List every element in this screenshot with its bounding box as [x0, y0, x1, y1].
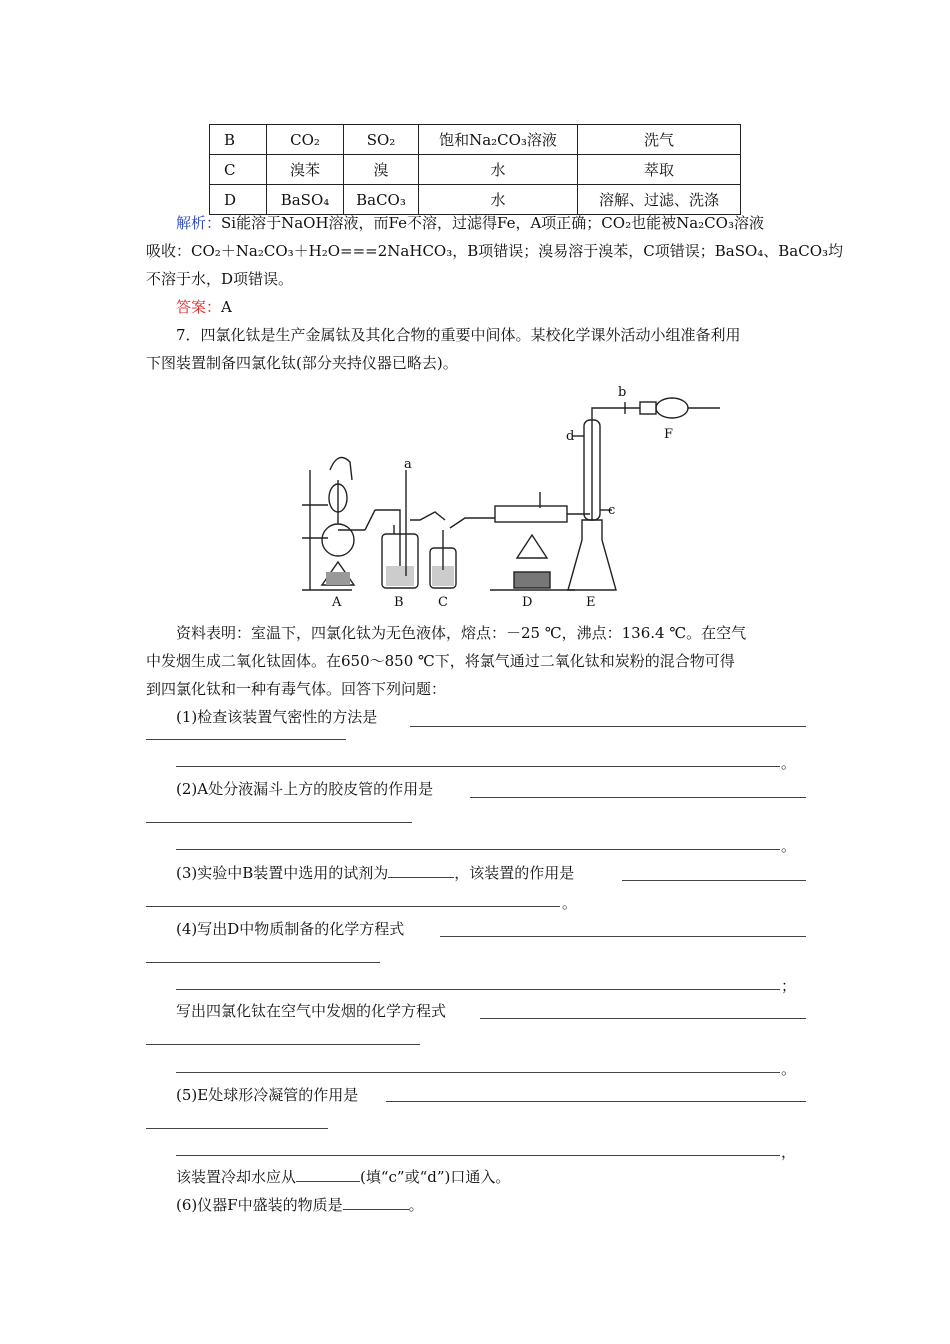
table-cell: BaSO₄	[267, 185, 344, 215]
answer-value: A	[221, 298, 232, 316]
answer-blank[interactable]	[146, 1128, 328, 1129]
period: 。	[781, 1060, 797, 1078]
analysis-line: 不溶于水，D项错误。	[146, 270, 294, 288]
question-intro: 7．四氯化钛是生产金属钛及其化合物的重要中间体。某校化学课外活动小组准备利用	[176, 326, 741, 344]
answer-blank[interactable]	[176, 1155, 780, 1156]
answer-blank[interactable]	[470, 797, 806, 798]
answer-blank[interactable]	[176, 766, 780, 767]
q3-line	[176, 862, 574, 884]
analysis-line	[176, 212, 764, 234]
table-cell: SO₂	[344, 125, 419, 155]
info-line: 资料表明：室温下，四氯化钛为无色液体，熔点：－25 ℃，沸点：136.4 ℃。在空气	[176, 624, 747, 642]
table-cell: CO₂	[267, 125, 344, 155]
question-intro: 下图装置制备四氯化钛(部分夹持仪器已略去)。	[146, 354, 458, 372]
label-b: b	[618, 385, 627, 400]
label-d: d	[566, 429, 575, 444]
answer-blank[interactable]	[146, 1044, 420, 1045]
table-cell: 萃取	[578, 155, 741, 185]
answer-blank[interactable]	[410, 726, 806, 727]
table-cell: 洗气	[578, 125, 741, 155]
q6-text: (6)仪器F中盛装的物质是	[176, 1196, 343, 1214]
table-row	[210, 155, 741, 185]
analysis-label: 解析：	[176, 214, 222, 232]
semicolon: ；	[781, 977, 797, 995]
options-table	[209, 124, 741, 215]
table-row	[210, 125, 741, 155]
table-cell: 溴苯	[267, 155, 344, 185]
table-cell: 水	[419, 155, 578, 185]
period: 。	[781, 754, 797, 772]
label-B: B	[394, 595, 404, 610]
table-cell: 饱和Na₂CO₃溶液	[419, 125, 578, 155]
table-cell: BaCO₃	[344, 185, 419, 215]
table-cell: B	[210, 125, 267, 155]
answer-blank[interactable]	[440, 936, 806, 937]
answer-blank[interactable]	[622, 880, 806, 881]
table-cell: D	[210, 185, 267, 215]
table-cell: 溴	[344, 155, 419, 185]
q5b-text: 该装置冷却水应从	[176, 1168, 297, 1186]
q1-text: (1)检查该装置气密性的方法是	[176, 708, 378, 726]
q3-text: (3)实验中B装置中选用的试剂为	[176, 864, 389, 882]
label-A: A	[332, 595, 342, 610]
answer-line	[176, 296, 232, 318]
answer-blank[interactable]	[176, 989, 780, 990]
q4b-text: 写出四氯化钛在空气中发烟的化学方程式	[176, 1002, 447, 1020]
label-D: D	[522, 595, 533, 610]
answer-blank[interactable]	[176, 1072, 780, 1073]
table-cell: 水	[419, 185, 578, 215]
answer-blank[interactable]	[146, 822, 412, 823]
info-line: 到四氯化钛和一种有毒气体。回答下列问题：	[146, 680, 447, 698]
q5c-text: (填“c”或“d”)口通入。	[360, 1168, 511, 1186]
answer-blank[interactable]	[388, 863, 454, 878]
apparatus-figure	[290, 380, 820, 610]
answer-label: 答案：	[176, 298, 222, 316]
answer-blank[interactable]	[386, 1101, 806, 1102]
answer-blank[interactable]	[146, 739, 346, 740]
q5b-line	[176, 1166, 510, 1188]
label-C: C	[438, 595, 448, 610]
q3-text: ，该装置的作用是	[454, 864, 575, 882]
period: 。	[408, 1196, 424, 1214]
table-row	[210, 185, 741, 215]
q5-text: (5)E处球形冷凝管的作用是	[176, 1086, 359, 1104]
period: 。	[562, 894, 578, 912]
answer-blank[interactable]	[176, 849, 780, 850]
table-cell: C	[210, 155, 267, 185]
info-line: 中发烟生成二氧化钛固体。在650～850 ℃下，将氯气通过二氧化钛和炭粉的混合物可得	[146, 652, 735, 670]
answer-blank[interactable]	[146, 906, 560, 907]
label-E: E	[586, 595, 596, 610]
answer-blank[interactable]	[146, 962, 380, 963]
period: 。	[781, 837, 797, 855]
label-a: a	[404, 457, 412, 472]
comma: ，	[781, 1143, 797, 1161]
analysis-text: Si能溶于NaOH溶液，而Fe不溶，过滤得Fe，A项正确；CO₂也能被Na₂CO₃溶液	[221, 214, 764, 232]
label-c: c	[608, 503, 616, 518]
q4-text: (4)写出D中物质制备的化学方程式	[176, 920, 405, 938]
label-F: F	[664, 427, 674, 442]
analysis-line: 吸收：CO₂＋Na₂CO₃＋H₂O===2NaHCO₃，B项错误；溴易溶于溴苯，C项错误；BaSO₄、BaCO₃均	[146, 242, 844, 260]
answer-blank[interactable]	[296, 1167, 360, 1182]
answer-blank[interactable]	[343, 1195, 409, 1210]
q6-line	[176, 1194, 424, 1216]
answer-blank[interactable]	[480, 1018, 806, 1019]
table-cell: 溶解、过滤、洗涤	[578, 185, 741, 215]
q2-text: (2)A处分液漏斗上方的胶皮管的作用是	[176, 780, 434, 798]
